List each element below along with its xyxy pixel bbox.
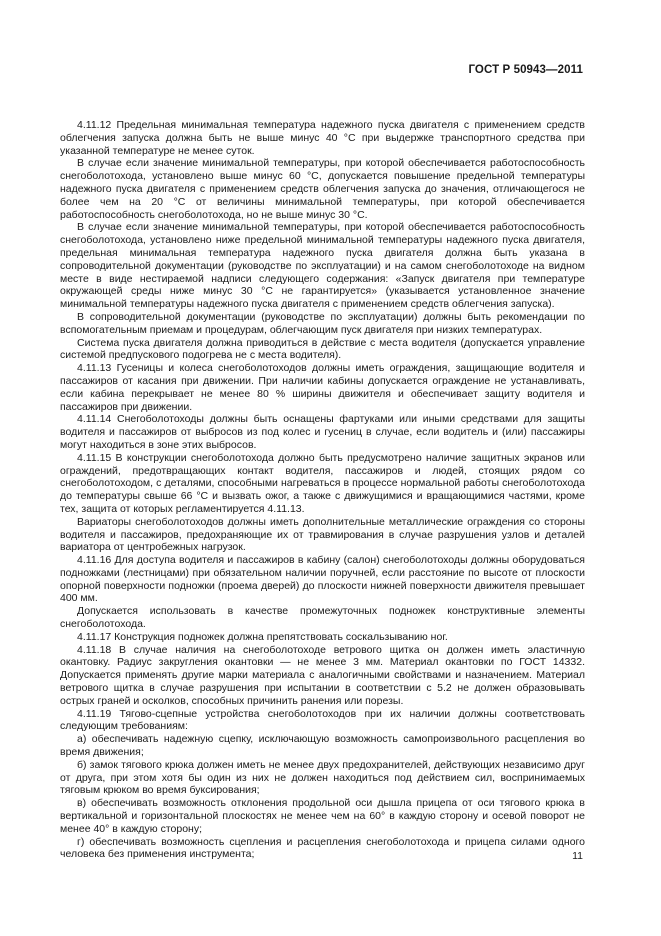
paragraph: В случае если значение минимальной температуры, при которой обеспечивается работоспособность снегоболотохода, установлено выше минус 60 °С, допускается повышение предельной температуры надежного пуска двигателя с применением средств облегчения запуска до значения, отличающегося не более чем на 20 °С от величины минимальной температуры, при которой обеспечивается работоспособность снегоболотохода, но не выше минус 30 °С. xyxy=(60,157,585,221)
standard-header: ГОСТ Р 50943—2011 xyxy=(468,64,583,76)
paragraph: 4.11.12 Предельная минимальная температура надежного пуска двигателя с применением средств облегчения запуска должна быть не выше минус 40 °С при выдержке транспортного средства при указанной температуре не менее суток. xyxy=(60,119,585,157)
paragraph: 4.11.19 Тягово-сцепные устройства снегоболотоходов при их наличии должны соответствовать следующим требованиям: xyxy=(60,707,585,733)
list-item: б) замок тягового крюка должен иметь не менее двух предохранителей, действующих независимо друг от друга, при этом хотя бы один из них не должен находиться под действием сил, воспринимаемых тяговым крюком во время буксирования; xyxy=(60,758,585,797)
paragraph: 4.11.13 Гусеницы и колеса снегоболотоходов должны иметь ограждения, защищающие водителя и пассажиров от касания при движении. При наличии кабины допускается ограждение не устанавливать, если кабина перекрывает не менее 80 % ширины движителя и обеспечивает защиту водителя и пассажиров при движении. xyxy=(60,362,585,413)
body-text xyxy=(60,119,585,861)
paragraph: 4.11.16 Для доступа водителя и пассажиров в кабину (салон) снегоболотоходы должны оборудоваться подножками (лестницами) при обязательном наличии поручней, если расстояние по высоте от плоскости опорной поверхности подножки (проема дверей) до плоскости нижней поверхности движителя превышает 400 мм. xyxy=(60,554,585,605)
paragraph: 4.11.18 В случае наличия на снегоболотоходе ветрового щитка он должен иметь эластичную окантовку. Радиус закругления окантовки — не менее 3 мм. Материал окантовки по ГОСТ 14332. Допускается применять другие марки материала с аналогичными свойствами и назначением. Материал ветрового щитка в случае разрушения при испытании в соответствии с 5.2 не должен образовывать острых граней и осколков, способных причинить ранения или порезы. xyxy=(60,643,585,707)
paragraph: В сопроводительной документации (руководстве по эксплуатации) должны быть рекомендации по вспомогательным приемам и процедурам, облегчающим пуск двигателя при низких температурах. xyxy=(60,310,585,336)
list-item: а) обеспечивать надежную сцепку, исключающую возможность самопроизвольного расцепления во время движения; xyxy=(60,733,585,759)
paragraph: 4.11.15 В конструкции снегоболотохода должно быть предусмотрено наличие защитных экранов или ограждений, предотвращающих контакт водителя, пассажиров и людей, стоящих рядом со снегоболотоходом, с деталями, способными нагреваться в процессе нормальной работы снегоболотохода до температуры свыше 66 °С и вызвать ожог, а также с движущимися и вращающимися частями, кроме тех, защита от которых регламентируется 4.11.13. xyxy=(60,451,585,515)
list-item: г) обеспечивать возможность сцепления и расцепления снегоболотохода и прицепа силами одного человека без применения инструмента; xyxy=(60,835,585,861)
paragraph: Допускается использовать в качестве промежуточных подножек конструктивные элементы снегоболотохода. xyxy=(60,605,585,631)
paragraph: 4.11.14 Снегоболотоходы должны быть оснащены фартуками или иными средствами для защиты водителя и пассажиров от выбросов из под колес и гусениц в случае, если водитель и (или) пассажиры могут находиться в зоне этих выбросов. xyxy=(60,413,585,451)
paragraph: 4.11.17 Конструкция подножек должна препятствовать соскальзыванию ног. xyxy=(77,630,448,643)
list-item: в) обеспечивать возможность отклонения продольной оси дышла прицепа от оси тягового крюка в вертикальной и горизонтальной плоскостях не менее чем на 60° в каждую сторону и осевой поворот не менее 40° в каждую сторону; xyxy=(60,797,585,835)
page-number: 11 xyxy=(572,850,583,862)
paragraph: В случае если значение минимальной температуры, при которой обеспечивается работоспособность снегоболотохода, установлено ниже предельной минимальной температуры надежного пуска двигателя, предельная минимальная температура надежного пуска двигателя должна быть указана в сопроводительной документации (руководстве по эксплуатации) и на самом снегоболотоходе на видном месте в виде нестираемой надписи следующего содержания: «Запуск двигателя при температуре окружающей среды ниже минус 30 °С не гарантируется» (указывается установленное значение минимальной температуры надежного пуска двигателя с применением средств облегчения запуска). xyxy=(60,221,585,311)
paragraph: Система пуска двигателя должна приводиться в действие с места водителя (допускается управление системой предпускового подогрева не с места водителя). xyxy=(60,336,585,362)
paragraph: Вариаторы снегоболотоходов должны иметь дополнительные металлические ограждения со стороны водителя и пассажиров, предохраняющие их от травмирования в случае разрушения узлов и деталей вариатора от центробежных нагрузок. xyxy=(60,515,585,554)
